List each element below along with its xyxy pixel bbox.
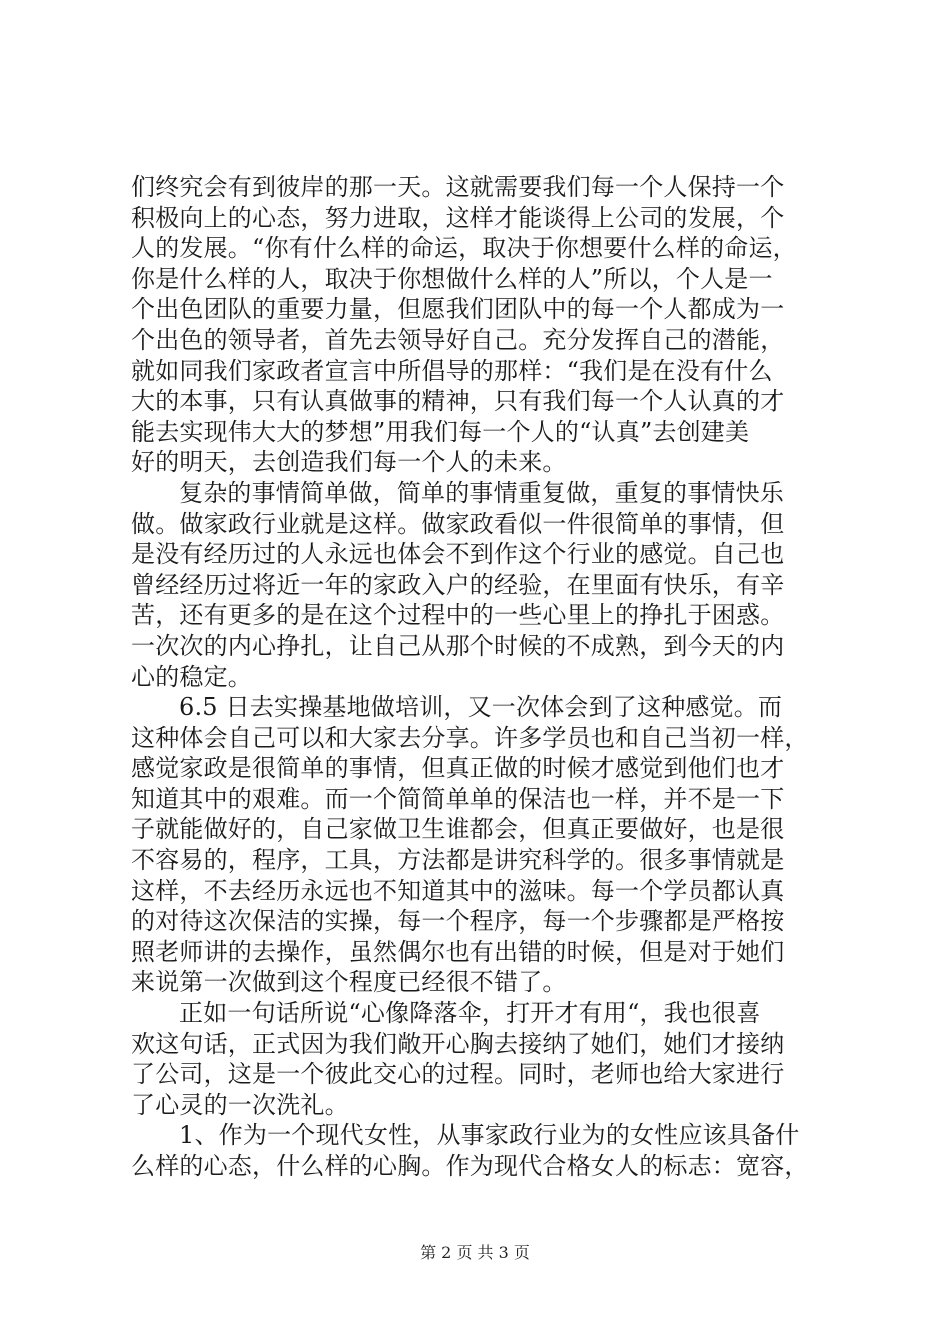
text-line: 1、作为一个现代女性，从事家政行业为的女性应该具备什 (179, 1121, 800, 1150)
paragraph-4 (131, 998, 831, 1120)
text-line: 做。做家政行业就是这样。做家政看似一件很简单的事情，但 (131, 509, 785, 538)
text-line: 的对待这次保洁的实操，每一个程序，每一个步骤都是严格按 (131, 907, 785, 936)
text-line: 不容易的，程序，工具，方法都是讲究科学的。很多事情就是 (131, 846, 785, 875)
text-line: 一次次的内心挣扎，让自己从那个时候的不成熟，到今天的内 (131, 631, 785, 660)
text-line: 能去实现伟大大的梦想”用我们每一个人的“认真”去创建美 (131, 417, 750, 446)
text-line: 照老师讲的去操作，虽然偶尔也有出错的时候，但是对于她们 (131, 937, 785, 966)
paragraph-1 (131, 172, 831, 478)
text-line: 就如同我们家政者宣言中所倡导的那样：“我们是在没有什么 (131, 356, 773, 385)
text-line: 这种体会自己可以和大家去分享。许多学员也和自己当初一样， (131, 723, 809, 752)
text-line: 子就能做好的，自己家做卫生谁都会，但真正要做好，也是很 (131, 815, 785, 844)
text-line: 人的发展。“你有什么样的命运，取决于你想要什么样的命运， (131, 234, 797, 263)
text-line: 你是什么样的人，取决于你想做什么样的人”所以，个人是一 (131, 264, 773, 293)
text-line: 积极向上的心态，努力进取，这样才能谈得上公司的发展，个 (131, 203, 785, 232)
page-number-footer: 第 2 页 共 3 页 (420, 1243, 530, 1262)
paragraph-5 (131, 1120, 831, 1181)
text-line: 欢这句话，正式因为我们敞开心胸去接纳了她们，她们才接纳 (131, 1029, 785, 1058)
text-line: 心的稳定。 (131, 662, 252, 691)
text-line: 这样，不去经历永远也不知道其中的滋味。每一个学员都认真 (131, 876, 785, 905)
text-line: 们终究会有到彼岸的那一天。这就需要我们每一个人保持一个 (131, 173, 785, 201)
text-line: 么样的心态，什么样的心胸。作为现代合格女人的标志：宽容， (131, 1152, 809, 1180)
text-line: 个出色团队的重要力量，但愿我们团队中的每一个人都成为一 (131, 295, 785, 324)
text-line: 知道其中的艰难。而一个简简单单的保洁也一样，并不是一下 (131, 784, 785, 813)
text-line: 了心灵的一次洗礼。 (131, 1090, 349, 1119)
text-line: 苦，还有更多的是在这个过程中的一些心里上的挣扎于困惑。 (131, 601, 785, 630)
text-line: 曾经经历过将近一年的家政入户的经验，在里面有快乐，有辛 (131, 570, 785, 599)
text-line: 感觉家政是很简单的事情，但真正做的时候才感觉到他们也才 (131, 754, 785, 783)
text-line: 大的本事，只有认真做事的精神，只有我们每一个人认真的才 (131, 387, 785, 416)
text-line: 好的明天，去创造我们每一个人的未来。 (131, 448, 567, 477)
text-line: 复杂的事情简单做，简单的事情重复做，重复的事情快乐 (179, 478, 784, 507)
paragraph-3 (131, 692, 831, 998)
text-line: 了公司，这是一个彼此交心的过程。同时，老师也给大家进行 (131, 1060, 785, 1089)
body-text (131, 172, 831, 1182)
text-line: 6.5 日去实操基地做培训，又一次体会到了这种感觉。而 (179, 693, 783, 722)
paragraph-2 (131, 478, 831, 692)
text-line: 个出色的领导者，首先去领导好自己。充分发挥自己的潜能， (131, 325, 785, 354)
text-line: 来说第一次做到这个程度已经很不错了。 (131, 968, 567, 997)
text-line: 是没有经历过的人永远也体会不到作这个行业的感觉。自己也 (131, 540, 785, 569)
text-line: 正如一句话所说“心像降落伞，打开才有用“，我也很喜 (179, 999, 761, 1028)
